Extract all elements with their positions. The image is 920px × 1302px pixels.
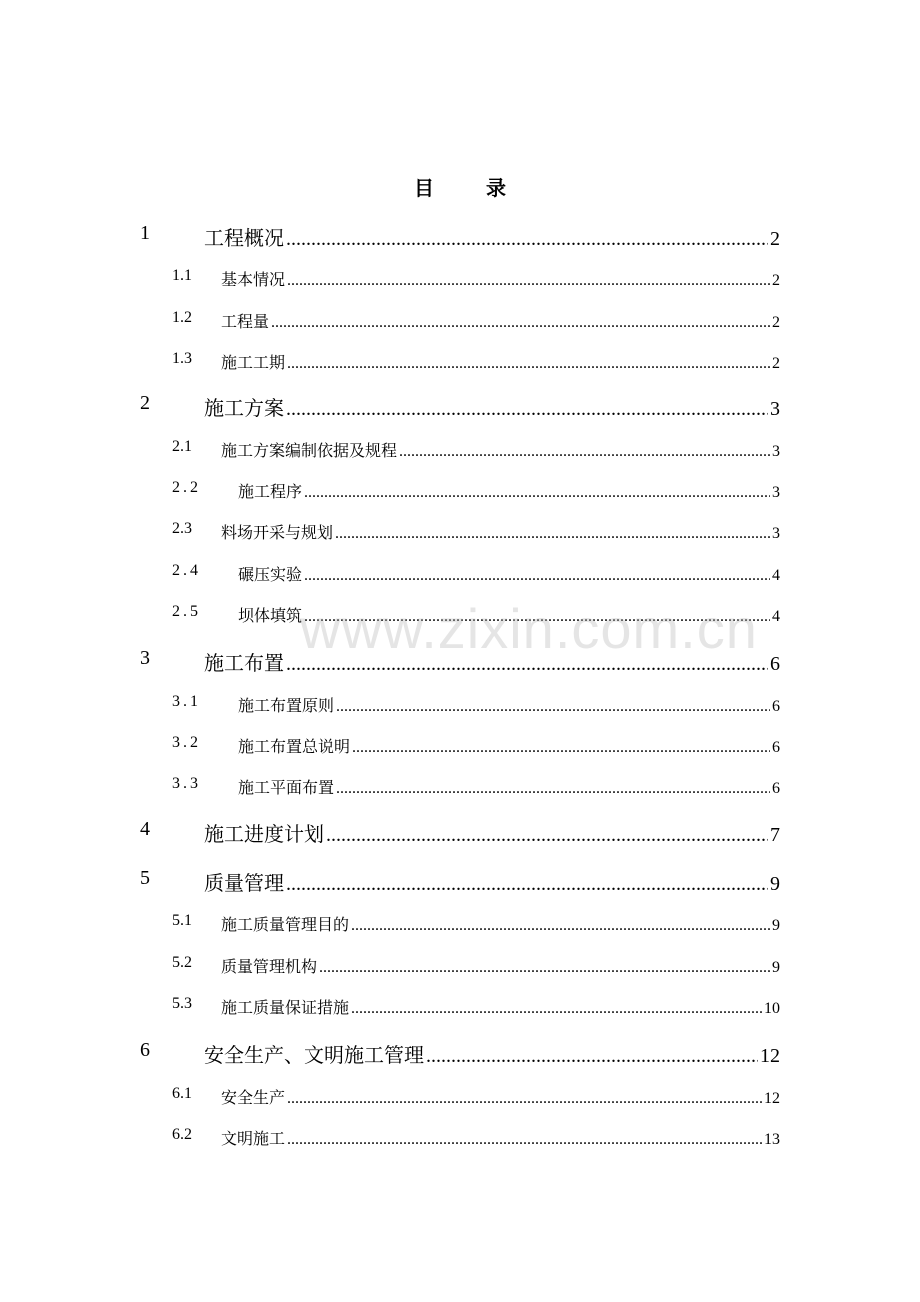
watermark: www.zixin.com.cn [300,597,758,660]
toc-entry-page: 4 [772,567,780,584]
toc-entry-page: 2 [772,272,780,289]
toc-title-left: 目 [414,178,434,200]
dot-leader [304,567,770,585]
toc-entry-page: 2 [772,355,780,372]
dot-leader [335,525,770,543]
toc-entry-title: 施工布置原则 [238,698,335,715]
toc-entry-number: 3 [140,647,150,669]
toc-entry-title: 安全生产 [221,1090,286,1107]
toc-title-right: 录 [486,178,506,200]
dot-leader [286,398,768,421]
toc-entry-page: 2 [770,228,780,250]
toc-entry-page: 6 [772,698,780,715]
toc-entry-title: 工程概况 [204,228,284,250]
dot-leader [352,739,770,757]
dot-leader [399,443,770,461]
toc-entry-number: 3.3 [172,775,201,792]
toc-entry-page: 3 [770,398,780,420]
toc-entry-number: 2.2 [172,479,201,496]
toc-entry-number: 4 [140,818,150,840]
toc-entry-title: 质量管理 [204,873,284,895]
toc-entry-number: 5.2 [172,954,192,971]
toc-entry-number: 5.3 [172,995,192,1012]
toc-entry-title: 安全生产、文明施工管理 [204,1045,424,1067]
toc-entry-page: 9 [770,873,780,895]
toc-entry-title: 文明施工 [221,1131,286,1148]
toc-entry-number: 2.3 [172,520,192,537]
dot-leader [286,228,768,251]
dot-leader [336,698,770,716]
toc-entry-page: 9 [772,917,780,934]
toc-entry-number: 1.2 [172,309,192,326]
dot-leader [287,355,770,373]
dot-leader [351,917,770,935]
dot-leader [287,272,770,290]
dot-leader [351,1000,762,1018]
toc-entry-page: 4 [772,608,780,625]
toc-entry-number: 2 [140,392,150,414]
toc-entry-page: 7 [770,824,780,846]
dot-leader [287,1131,762,1149]
dot-leader [304,484,770,502]
toc-entry-page: 12 [764,1090,780,1107]
toc-entry-title: 质量管理机构 [221,959,318,976]
dot-leader [426,1045,758,1068]
toc-entry-title: 施工方案编制依据及规程 [221,443,398,460]
toc-entry-title: 施工质量保证措施 [221,1000,350,1017]
toc-entry-page: 6 [772,780,780,797]
toc-entry-title: 料场开采与规划 [221,525,334,542]
toc-entry-number: 1 [140,222,150,244]
toc-entry-number: 6 [140,1039,150,1061]
toc-entry-page: 6 [772,739,780,756]
toc-entry-page: 9 [772,959,780,976]
toc-entry-title: 施工平面布置 [238,780,335,797]
toc-entry-number: 1.1 [172,267,192,284]
toc-entry-page: 6 [770,653,780,675]
dot-leader [287,1090,762,1108]
toc-entry-page: 3 [772,443,780,460]
toc-entry-title: 施工质量管理目的 [221,917,350,934]
toc-entry-number: 5.1 [172,912,192,929]
toc-entry-number: 1.3 [172,350,192,367]
toc-title [0,172,920,201]
toc-entry-title: 碾压实验 [238,567,303,584]
toc-entry-title: 坝体填筑 [238,608,303,625]
toc-entry-page: 12 [760,1045,780,1067]
toc-entry-page: 13 [764,1131,780,1148]
toc-entry-number: 6.2 [172,1126,192,1143]
toc-entry-title: 施工进度计划 [204,824,324,846]
toc-entry-number: 5 [140,867,150,889]
dot-leader [319,959,770,977]
toc-entry-number: 2.4 [172,562,201,579]
dot-leader [336,780,770,798]
toc-entry-page: 3 [772,525,780,542]
toc-entry-title: 施工布置 [204,653,284,675]
toc-entry-title: 工程量 [221,314,270,331]
toc-entry-number: 2.5 [172,603,201,620]
toc-entry-title: 基本情况 [221,272,286,289]
toc-entry-number: 3.1 [172,693,201,710]
toc-entry-title: 施工布置总说明 [238,739,351,756]
dot-leader [286,873,768,896]
toc-entry-number: 3.2 [172,734,201,751]
toc-entry-title: 施工程序 [238,484,303,501]
toc-entry-page: 3 [772,484,780,501]
dot-leader [271,314,770,332]
toc-entry-number: 6.1 [172,1085,192,1102]
toc-entry-page: 2 [772,314,780,331]
toc-entry-title: 施工方案 [204,398,284,420]
dot-leader [326,824,768,847]
toc-entry-number: 2.1 [172,438,192,455]
toc-entry-title: 施工工期 [221,355,286,372]
toc-entry-page: 10 [764,1000,780,1017]
